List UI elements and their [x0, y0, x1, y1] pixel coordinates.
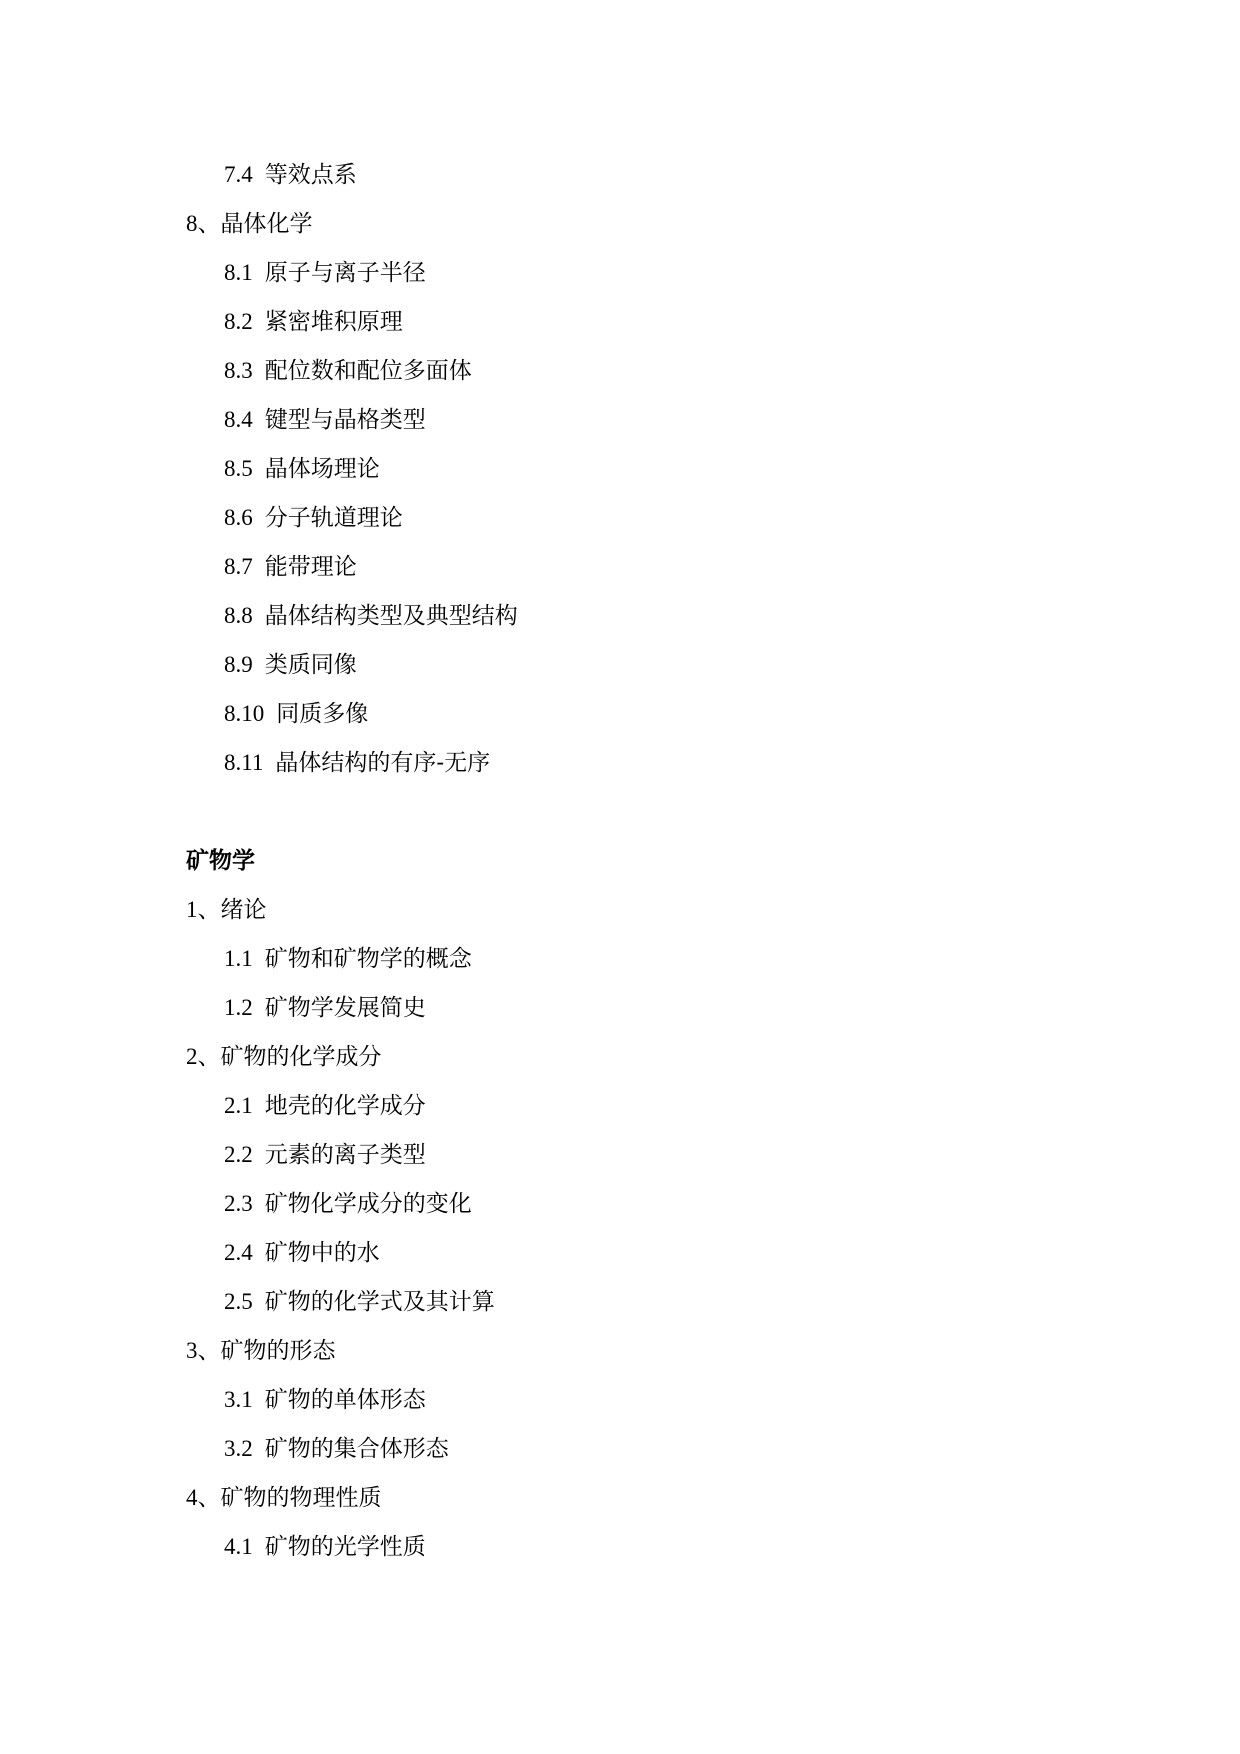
outline-text: 矿物的化学式及其计算: [264, 1289, 495, 1315]
outline-subsection: [186, 983, 1066, 1032]
outline-number: 2.4: [224, 1240, 253, 1265]
outline-subsection: [186, 493, 1066, 542]
outline-subsection: [186, 444, 1066, 493]
outline-number: 8.6: [224, 505, 253, 530]
outline-subsection: [186, 346, 1066, 395]
outline-number: 8.5: [224, 456, 253, 481]
outline-text: 原子与离子半径: [264, 260, 426, 286]
outline-text: 等效点系: [264, 162, 357, 188]
outline-number: 1.2: [224, 995, 253, 1020]
outline-text: 同质多像: [276, 701, 369, 727]
outline-text: 矿物的物理性质: [220, 1485, 382, 1511]
outline-chapter: [186, 199, 1066, 248]
outline-number: 1、: [186, 897, 221, 922]
outline-subsection: [186, 1130, 1066, 1179]
outline-number: 3.1: [224, 1387, 253, 1412]
outline-subsection: [186, 1179, 1066, 1228]
outline-text: 矿物的单体形态: [264, 1387, 426, 1413]
outline-text: 矿物的形态: [220, 1338, 336, 1364]
outline-number: 7.4: [224, 162, 253, 187]
outline-number: 8.9: [224, 652, 253, 677]
outline-subsection: [186, 395, 1066, 444]
outline-subsection: [186, 1228, 1066, 1277]
section-title-mineralogy: 矿物学: [186, 847, 255, 874]
outline-number: 4、: [186, 1485, 221, 1510]
outline-subsection: [186, 248, 1066, 297]
outline-text: 类质同像: [264, 652, 357, 678]
outline-number: 8.8: [224, 603, 253, 628]
outline-subsection: [186, 591, 1066, 640]
outline-part-mineralogy: [186, 885, 1066, 1571]
outline-text: 地壳的化学成分: [264, 1093, 426, 1119]
outline-subsection: [186, 1081, 1066, 1130]
outline-text: 晶体结构的有序-无序: [275, 750, 491, 776]
outline-chapter: [186, 1473, 1066, 1522]
outline-subsection: [186, 934, 1066, 983]
outline-text: 矿物的化学成分: [220, 1044, 382, 1070]
outline-number: 8.1: [224, 260, 253, 285]
outline-number: 8.7: [224, 554, 253, 579]
outline-text: 元素的离子类型: [264, 1142, 426, 1168]
outline-subsection: [186, 689, 1066, 738]
outline-text: 晶体场理论: [264, 456, 380, 482]
outline-text: 矿物的光学性质: [264, 1534, 426, 1560]
outline-number: 8.3: [224, 358, 253, 383]
outline-number: 1.1: [224, 946, 253, 971]
outline-text: 晶体化学: [220, 211, 313, 237]
outline-number: 8.2: [224, 309, 253, 334]
outline-number: 8.11: [224, 750, 264, 775]
outline-subsection: [186, 1424, 1066, 1473]
outline-text: 绪论: [220, 897, 267, 923]
outline-subsection: [186, 1277, 1066, 1326]
outline-text: 配位数和配位多面体: [264, 358, 472, 384]
outline-text: 分子轨道理论: [264, 505, 403, 531]
outline-number: 2.5: [224, 1289, 253, 1314]
outline-text: 矿物和矿物学的概念: [264, 946, 472, 972]
outline-number: 2.2: [224, 1142, 253, 1167]
outline-text: 键型与晶格类型: [264, 407, 426, 433]
outline-number: 2、: [186, 1044, 221, 1069]
outline-subsection: [186, 738, 1066, 787]
outline-text: 紧密堆积原理: [264, 309, 403, 335]
outline-chapter: [186, 1032, 1066, 1081]
outline-part-crystallography: [186, 150, 1066, 787]
outline-number: 3、: [186, 1338, 221, 1363]
outline-number: 4.1: [224, 1534, 253, 1559]
outline-content: [186, 150, 1066, 1571]
outline-text: 矿物学发展简史: [264, 995, 426, 1021]
outline-subsection: [186, 542, 1066, 591]
outline-number: 8.10: [224, 701, 265, 726]
outline-subsection: [186, 1522, 1066, 1571]
outline-number: 8、: [186, 211, 221, 236]
outline-subsection: [186, 150, 1066, 199]
outline-text: 矿物中的水: [264, 1240, 380, 1266]
outline-chapter: [186, 1326, 1066, 1375]
outline-chapter: [186, 885, 1066, 934]
outline-number: 2.1: [224, 1093, 253, 1118]
outline-text: 矿物的集合体形态: [264, 1436, 449, 1462]
section-spacer: [186, 787, 1066, 836]
outline-number: 3.2: [224, 1436, 253, 1461]
outline-subsection: [186, 1375, 1066, 1424]
outline-number: 8.4: [224, 407, 253, 432]
outline-text: 能带理论: [264, 554, 357, 580]
outline-number: 2.3: [224, 1191, 253, 1216]
outline-text: 矿物化学成分的变化: [264, 1191, 472, 1217]
outline-subsection: [186, 297, 1066, 346]
outline-subsection: [186, 640, 1066, 689]
outline-text: 晶体结构类型及典型结构: [264, 603, 518, 629]
